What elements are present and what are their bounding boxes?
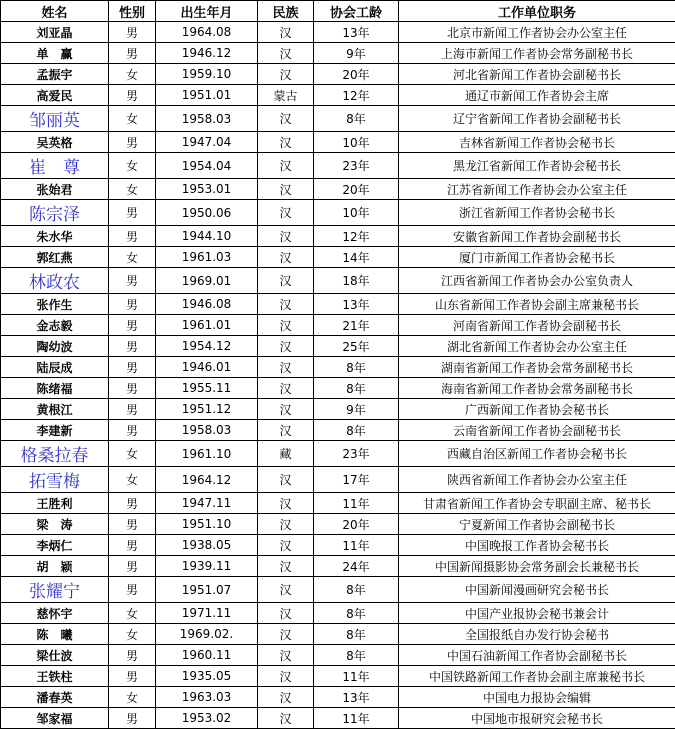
ethnicity-cell: 汉 <box>258 535 314 556</box>
table-row <box>1 603 675 624</box>
table-row <box>1 467 675 493</box>
gender-cell: 女 <box>109 64 156 85</box>
name-cell: 郭红燕 <box>1 247 109 268</box>
gender-cell: 女 <box>109 153 156 179</box>
name-cell: 慈怀宇 <box>1 603 109 624</box>
ethnicity-cell: 汉 <box>258 106 314 132</box>
birthdate-cell: 1951.07 <box>156 577 258 603</box>
table-row <box>1 200 675 226</box>
name-cell: 潘春英 <box>1 687 109 708</box>
birthdate-cell: 1951.10 <box>156 514 258 535</box>
table-row <box>1 43 675 64</box>
ethnicity-cell: 汉 <box>258 556 314 577</box>
gender-cell: 男 <box>109 666 156 687</box>
ethnicity-cell: 汉 <box>258 624 314 645</box>
table-body <box>1 22 675 729</box>
position-cell: 湖南省新闻工作者协会常务副秘书长 <box>399 357 675 378</box>
name-cell: 张始君 <box>1 179 109 200</box>
ethnicity-cell: 汉 <box>258 226 314 247</box>
gender-cell: 女 <box>109 179 156 200</box>
birthdate-cell: 1950.06 <box>156 200 258 226</box>
name-cell: 黄根江 <box>1 399 109 420</box>
birthdate-cell: 1954.12 <box>156 336 258 357</box>
position-cell: 海南省新闻工作者协会常务副秘书长 <box>399 378 675 399</box>
birthdate-cell: 1951.12 <box>156 399 258 420</box>
tenure-cell: 8年 <box>314 420 399 441</box>
col-header-tenure: 协会工龄 <box>314 1 399 22</box>
name-cell: 金志毅 <box>1 315 109 336</box>
position-cell: 北京市新闻工作者协会办公室主任 <box>399 22 675 43</box>
table-row <box>1 645 675 666</box>
table-header <box>1 1 675 22</box>
position-cell: 宁夏新闻工作者协会副秘书长 <box>399 514 675 535</box>
position-cell: 吉林省新闻工作者协会秘书长 <box>399 132 675 153</box>
birthdate-cell: 1958.03 <box>156 420 258 441</box>
table-row <box>1 22 675 43</box>
position-cell: 广西新闻工作者协会秘书长 <box>399 399 675 420</box>
birthdate-cell: 1971.11 <box>156 603 258 624</box>
position-cell: 山东省新闻工作者协会副主席兼秘书长 <box>399 294 675 315</box>
table-row <box>1 315 675 336</box>
position-cell: 中国晚报工作者协会秘书长 <box>399 535 675 556</box>
position-cell: 厦门市新闻工作者协会秘书长 <box>399 247 675 268</box>
table-row <box>1 624 675 645</box>
table-row <box>1 399 675 420</box>
ethnicity-cell: 汉 <box>258 336 314 357</box>
birthdate-cell: 1964.12 <box>156 467 258 493</box>
position-cell: 云南省新闻工作者协会副秘书长 <box>399 420 675 441</box>
tenure-cell: 20年 <box>314 179 399 200</box>
table-row <box>1 153 675 179</box>
table-row <box>1 294 675 315</box>
birthdate-cell: 1963.03 <box>156 687 258 708</box>
name-cell: 格桑拉春 <box>1 441 109 467</box>
col-header-birthdate: 出生年月 <box>156 1 258 22</box>
position-cell: 中国产业报协会秘书兼会计 <box>399 603 675 624</box>
position-cell: 中国电力报协会编辑 <box>399 687 675 708</box>
col-header-position: 工作单位职务 <box>399 1 675 22</box>
birthdate-cell: 1938.05 <box>156 535 258 556</box>
position-cell: 湖北省新闻工作者协会办公室主任 <box>399 336 675 357</box>
birthdate-cell: 1935.05 <box>156 666 258 687</box>
table-row <box>1 441 675 467</box>
tenure-cell: 10年 <box>314 200 399 226</box>
table-row <box>1 708 675 729</box>
ethnicity-cell: 汉 <box>258 22 314 43</box>
gender-cell: 男 <box>109 132 156 153</box>
tenure-cell: 13年 <box>314 294 399 315</box>
ethnicity-cell: 汉 <box>258 666 314 687</box>
birthdate-cell: 1960.11 <box>156 645 258 666</box>
col-header-ethnicity: 民族 <box>258 1 314 22</box>
tenure-cell: 21年 <box>314 315 399 336</box>
name-cell: 高爱民 <box>1 85 109 106</box>
birthdate-cell: 1953.02 <box>156 708 258 729</box>
position-cell: 中国地市报研究会秘书长 <box>399 708 675 729</box>
table-row <box>1 666 675 687</box>
name-cell: 陈宗泽 <box>1 200 109 226</box>
position-cell: 西藏自治区新闻工作者协会秘书长 <box>399 441 675 467</box>
tenure-cell: 20年 <box>314 514 399 535</box>
tenure-cell: 8年 <box>314 577 399 603</box>
table-row <box>1 357 675 378</box>
position-cell: 上海市新闻工作者协会常务副秘书长 <box>399 43 675 64</box>
birthdate-cell: 1946.01 <box>156 357 258 378</box>
ethnicity-cell: 藏 <box>258 441 314 467</box>
col-header-name: 姓名 <box>1 1 109 22</box>
ethnicity-cell: 汉 <box>258 315 314 336</box>
birthdate-cell: 1958.03 <box>156 106 258 132</box>
table-row <box>1 556 675 577</box>
table-row <box>1 535 675 556</box>
table-row <box>1 247 675 268</box>
table-row <box>1 577 675 603</box>
birthdate-cell: 1955.11 <box>156 378 258 399</box>
name-cell: 拓雪梅 <box>1 467 109 493</box>
ethnicity-cell: 汉 <box>258 467 314 493</box>
name-cell: 梁 涛 <box>1 514 109 535</box>
position-cell: 江西省新闻工作者协会办公室负责人 <box>399 268 675 294</box>
position-cell: 河北省新闻工作者协会副秘书长 <box>399 64 675 85</box>
position-cell: 陕西省新闻工作者协会办公室主任 <box>399 467 675 493</box>
name-cell: 张作生 <box>1 294 109 315</box>
table-row <box>1 226 675 247</box>
tenure-cell: 8年 <box>314 645 399 666</box>
gender-cell: 男 <box>109 645 156 666</box>
birthdate-cell: 1939.11 <box>156 556 258 577</box>
col-header-gender: 性别 <box>109 1 156 22</box>
tenure-cell: 11年 <box>314 493 399 514</box>
name-cell: 李建新 <box>1 420 109 441</box>
birthdate-cell: 1946.12 <box>156 43 258 64</box>
ethnicity-cell: 汉 <box>258 357 314 378</box>
position-cell: 中国石油新闻工作者协会副秘书长 <box>399 645 675 666</box>
name-cell: 单 赢 <box>1 43 109 64</box>
tenure-cell: 11年 <box>314 708 399 729</box>
gender-cell: 男 <box>109 577 156 603</box>
name-cell: 邹丽英 <box>1 106 109 132</box>
name-cell: 林政农 <box>1 268 109 294</box>
birthdate-cell: 1961.01 <box>156 315 258 336</box>
gender-cell: 女 <box>109 624 156 645</box>
gender-cell: 男 <box>109 535 156 556</box>
ethnicity-cell: 汉 <box>258 645 314 666</box>
ethnicity-cell: 汉 <box>258 420 314 441</box>
name-cell: 刘亚晶 <box>1 22 109 43</box>
name-cell: 崔 尊 <box>1 153 109 179</box>
birthdate-cell: 1944.10 <box>156 226 258 247</box>
ethnicity-cell: 汉 <box>258 378 314 399</box>
birthdate-cell: 1947.11 <box>156 493 258 514</box>
tenure-cell: 23年 <box>314 441 399 467</box>
name-cell: 朱水华 <box>1 226 109 247</box>
position-cell: 全国报纸自办发行协会秘书 <box>399 624 675 645</box>
gender-cell: 女 <box>109 247 156 268</box>
position-cell: 中国铁路新闻工作者协会副主席兼秘书长 <box>399 666 675 687</box>
gender-cell: 女 <box>109 687 156 708</box>
position-cell: 黑龙江省新闻工作者协会秘书长 <box>399 153 675 179</box>
birthdate-cell: 1969.01 <box>156 268 258 294</box>
table-row <box>1 268 675 294</box>
birthdate-cell: 1959.10 <box>156 64 258 85</box>
gender-cell: 男 <box>109 493 156 514</box>
gender-cell: 男 <box>109 420 156 441</box>
table-row <box>1 179 675 200</box>
gender-cell: 男 <box>109 399 156 420</box>
ethnicity-cell: 汉 <box>258 43 314 64</box>
ethnicity-cell: 汉 <box>258 247 314 268</box>
tenure-cell: 24年 <box>314 556 399 577</box>
gender-cell: 女 <box>109 106 156 132</box>
gender-cell: 男 <box>109 378 156 399</box>
table-row <box>1 106 675 132</box>
gender-cell: 男 <box>109 708 156 729</box>
ethnicity-cell: 蒙古 <box>258 85 314 106</box>
name-cell: 邹家福 <box>1 708 109 729</box>
header-row <box>1 1 675 22</box>
birthdate-cell: 1953.01 <box>156 179 258 200</box>
tenure-cell: 8年 <box>314 106 399 132</box>
gender-cell: 男 <box>109 514 156 535</box>
name-cell: 陈绪福 <box>1 378 109 399</box>
gender-cell: 男 <box>109 294 156 315</box>
birthdate-cell: 1946.08 <box>156 294 258 315</box>
tenure-cell: 14年 <box>314 247 399 268</box>
gender-cell: 男 <box>109 268 156 294</box>
position-cell: 江苏省新闻工作者协会办公室主任 <box>399 179 675 200</box>
name-cell: 王胜利 <box>1 493 109 514</box>
tenure-cell: 12年 <box>314 85 399 106</box>
ethnicity-cell: 汉 <box>258 179 314 200</box>
table-row <box>1 514 675 535</box>
tenure-cell: 8年 <box>314 378 399 399</box>
table-row <box>1 85 675 106</box>
name-cell: 李炳仁 <box>1 535 109 556</box>
ethnicity-cell: 汉 <box>258 603 314 624</box>
position-cell: 安徽省新闻工作者协会副秘书长 <box>399 226 675 247</box>
name-cell: 胡 颖 <box>1 556 109 577</box>
name-cell: 张耀宁 <box>1 577 109 603</box>
ethnicity-cell: 汉 <box>258 64 314 85</box>
ethnicity-cell: 汉 <box>258 268 314 294</box>
name-cell: 陆辰成 <box>1 357 109 378</box>
name-cell: 梁仕波 <box>1 645 109 666</box>
tenure-cell: 20年 <box>314 64 399 85</box>
tenure-cell: 11年 <box>314 535 399 556</box>
tenure-cell: 9年 <box>314 43 399 64</box>
position-cell: 通辽市新闻工作者协会主席 <box>399 85 675 106</box>
gender-cell: 男 <box>109 85 156 106</box>
tenure-cell: 8年 <box>314 624 399 645</box>
ethnicity-cell: 汉 <box>258 153 314 179</box>
birthdate-cell: 1951.01 <box>156 85 258 106</box>
ethnicity-cell: 汉 <box>258 514 314 535</box>
tenure-cell: 13年 <box>314 687 399 708</box>
name-cell: 孟振宇 <box>1 64 109 85</box>
gender-cell: 男 <box>109 200 156 226</box>
birthdate-cell: 1954.04 <box>156 153 258 179</box>
tenure-cell: 8年 <box>314 603 399 624</box>
position-cell: 辽宁省新闻工作者协会副秘书长 <box>399 106 675 132</box>
gender-cell: 男 <box>109 315 156 336</box>
gender-cell: 女 <box>109 467 156 493</box>
ethnicity-cell: 汉 <box>258 493 314 514</box>
birthdate-cell: 1969.02. <box>156 624 258 645</box>
table-row <box>1 493 675 514</box>
position-cell: 中国新闻摄影协会常务副会长兼秘书长 <box>399 556 675 577</box>
gender-cell: 男 <box>109 43 156 64</box>
name-cell: 陶幼波 <box>1 336 109 357</box>
birthdate-cell: 1964.08 <box>156 22 258 43</box>
table-row <box>1 378 675 399</box>
table-row <box>1 420 675 441</box>
tenure-cell: 12年 <box>314 226 399 247</box>
tenure-cell: 10年 <box>314 132 399 153</box>
gender-cell: 男 <box>109 226 156 247</box>
tenure-cell: 9年 <box>314 399 399 420</box>
tenure-cell: 11年 <box>314 666 399 687</box>
ethnicity-cell: 汉 <box>258 399 314 420</box>
gender-cell: 女 <box>109 441 156 467</box>
gender-cell: 男 <box>109 22 156 43</box>
position-cell: 河南省新闻工作者协会副秘书长 <box>399 315 675 336</box>
ethnicity-cell: 汉 <box>258 132 314 153</box>
name-cell: 王铁柱 <box>1 666 109 687</box>
tenure-cell: 17年 <box>314 467 399 493</box>
gender-cell: 男 <box>109 357 156 378</box>
birthdate-cell: 1947.04 <box>156 132 258 153</box>
tenure-cell: 8年 <box>314 357 399 378</box>
table-row <box>1 132 675 153</box>
tenure-cell: 25年 <box>314 336 399 357</box>
table-row <box>1 687 675 708</box>
ethnicity-cell: 汉 <box>258 200 314 226</box>
gender-cell: 女 <box>109 603 156 624</box>
table-row <box>1 64 675 85</box>
tenure-cell: 13年 <box>314 22 399 43</box>
position-cell: 浙江省新闻工作者协会秘书长 <box>399 200 675 226</box>
gender-cell: 男 <box>109 336 156 357</box>
gender-cell: 男 <box>109 556 156 577</box>
ethnicity-cell: 汉 <box>258 708 314 729</box>
name-cell: 陈 曦 <box>1 624 109 645</box>
tenure-cell: 18年 <box>314 268 399 294</box>
birthdate-cell: 1961.10 <box>156 441 258 467</box>
table-row <box>1 336 675 357</box>
tenure-cell: 23年 <box>314 153 399 179</box>
position-cell: 中国新闻漫画研究会秘书长 <box>399 577 675 603</box>
birthdate-cell: 1961.03 <box>156 247 258 268</box>
position-cell: 甘肃省新闻工作者协会专职副主席、秘书长 <box>399 493 675 514</box>
ethnicity-cell: 汉 <box>258 294 314 315</box>
ethnicity-cell: 汉 <box>258 687 314 708</box>
ethnicity-cell: 汉 <box>258 577 314 603</box>
name-cell: 吴英格 <box>1 132 109 153</box>
